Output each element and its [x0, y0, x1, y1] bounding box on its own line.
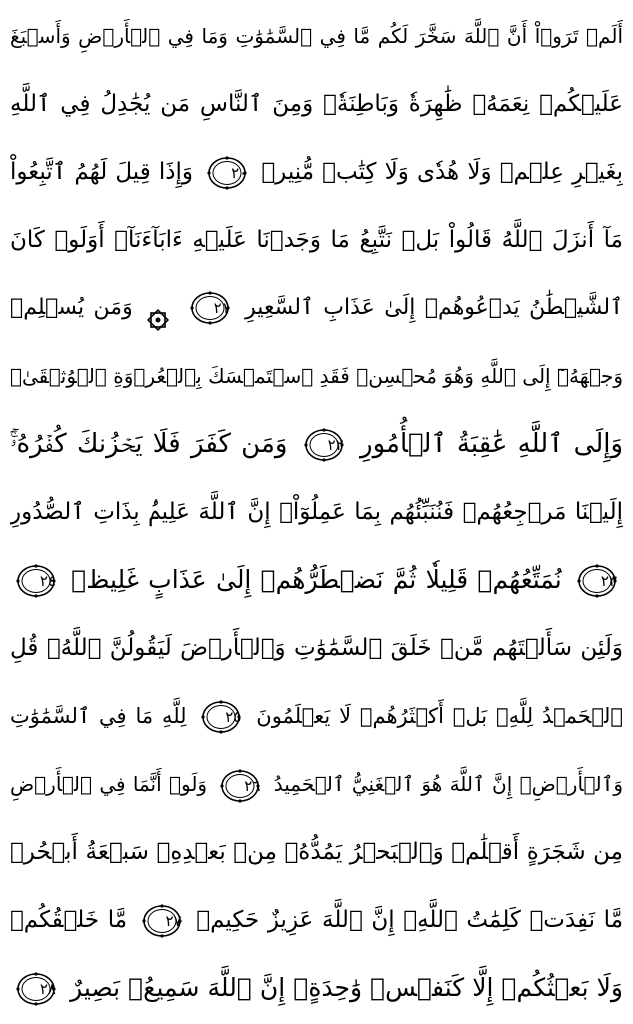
- verse-text: نُمَتِّعُهُمۡ قَلِيلٗا ثُمَّ نَضۡطَرُّهُمۡ إِلَىٰ عَذَابٍ غَلِيظٖ: [71, 565, 562, 594]
- verse-text: مَآ أَنزَلَ ٱللَّهُ قَالُواْ بَلۡ نَتَّبِعُ مَا وَجَدۡنَا عَلَيۡهِ ءَابَآءَنَآۚ أَوَلَوۡ كَانَ: [10, 227, 623, 253]
- text-line: [10, 754, 623, 814]
- verse-text: وَمَن كَفَرَ فَلَا يَحۡزُنكَ كُفۡرُهُۥٓۚ: [10, 429, 288, 459]
- text-line: [10, 686, 623, 746]
- ayah-number: ٢٧: [165, 911, 182, 930]
- verse-text: بِغَيۡرِ عِلۡمٖ وَلَا هُدٗى وَلَا كِتَٰبٖ مُّنِيرٖ: [261, 159, 623, 185]
- text-line: [10, 482, 623, 542]
- text-line: [10, 822, 623, 882]
- ayah-end-marker-icon: [201, 700, 241, 734]
- text-line: [10, 210, 623, 270]
- ayah-number: ٢٥: [225, 708, 242, 726]
- text-line: [10, 142, 623, 202]
- verse-text: لِلَّهِ مَا فِي ٱلسَّمَٰوَٰتِ: [10, 704, 187, 728]
- text-line: [10, 74, 623, 134]
- text-line: [10, 550, 623, 610]
- ayah-number: ٢٨: [39, 980, 56, 998]
- verse-text: مَّا خَلۡقُكُمۡ: [10, 907, 128, 933]
- verse-text: وَلَوۡ أَنَّمَا فِي ٱلۡأَرۡضِ: [10, 772, 208, 796]
- ayah-number: ٢٦: [244, 776, 261, 795]
- verse-text: وَإِذَا قِيلَ لَهُمُ ٱتَّبِعُواْ: [10, 159, 194, 185]
- ayah-number: ٢٢: [327, 435, 344, 454]
- verse-text: ٱلۡحَمۡدُ لِلَّهِۚ بَلۡ أَكۡثَرُهُمۡ لَا يَعۡلَمُونَ: [256, 704, 623, 728]
- verse-text: وَإِلَى ٱللَّهِ عَٰقِبَةُ ٱلۡأُمُورِ: [360, 429, 623, 459]
- ayah-number: ٢٠: [231, 163, 248, 182]
- verse-text: مِن شَجَرَةٍ أَقۡلَٰمٞ وَٱلۡبَحۡرُ يَمُدُّهُۥ مِنۢ بَعۡدِهِۦ سَبۡعَةُ أَبۡحُرٖ: [10, 839, 623, 865]
- verse-text: أَلَمۡ تَرَوۡاْ أَنَّ ٱللَّهَ سَخَّرَ لَكُم مَّا فِي ٱلسَّمَٰوَٰتِ وَمَا فِي ٱلۡأَرۡضِ وَأَسۡبَغَ: [10, 24, 623, 48]
- verse-text: وَلَا بَعۡثُكُمۡ إِلَّا كَنَفۡسٖ وَٰحِدَةٍۚ إِنَّ ٱللَّهَ سَمِيعُۢ بَصِيرٌ: [70, 973, 623, 1002]
- verse-text: عَلَيۡكُمۡ نِعَمَهُۥ ظَٰهِرَةٗ وَبَاطِنَةٗۗ وَمِنَ ٱلنَّاسِ مَن يُجَٰدِلُ فِي ٱللَّهِ: [10, 91, 623, 117]
- text-line: [10, 890, 623, 950]
- ayah-end-marker-icon: [16, 564, 56, 598]
- ayah-end-marker-icon: [142, 904, 182, 938]
- ayah-end-marker-icon: [220, 769, 260, 803]
- rub-el-hizb-icon: [146, 296, 170, 320]
- verse-text: وَٱلۡأَرۡضِۚ إِنَّ ٱللَّهَ هُوَ ٱلۡغَنِيُّ ٱلۡحَمِيدُ: [273, 772, 623, 796]
- ayah-number: ٢١: [213, 299, 230, 317]
- verse-text: إِلَيۡنَا مَرۡجِعُهُمۡ فَنُنَبِّئُهُم بِمَا عَمِلُوٓاْۚ إِنَّ ٱللَّهَ عَلِيمُۢ بِذَاتِ ٱلصُّدُورِ: [10, 499, 623, 525]
- ayah-end-marker-icon: [190, 291, 230, 325]
- text-line: [10, 346, 623, 406]
- text-line: [10, 6, 623, 66]
- ayah-end-marker-icon: [207, 156, 247, 190]
- verse-text: وَمَن يُسۡلِمۡ: [10, 295, 133, 320]
- verse-text: مَّا نَفِدَتۡ كَلِمَٰتُ ٱللَّهِۚ إِنَّ ٱللَّهَ عَزِيزٌ حَكِيمٞ: [196, 907, 623, 933]
- ayah-end-marker-icon: [304, 428, 344, 462]
- text-line: [10, 958, 623, 1018]
- ayah-number: ٢٤: [39, 572, 56, 590]
- ayah-number: ٢٣: [600, 572, 617, 590]
- verse-text: وَجۡهَهُۥٓ إِلَى ٱللَّهِ وَهُوَ مُحۡسِنٞ فَقَدِ ٱسۡتَمۡسَكَ بِٱلۡعُرۡوَةِ ٱلۡوُثۡقَىٰۗ: [10, 364, 623, 388]
- ayah-end-marker-icon: [16, 972, 56, 1006]
- ayah-end-marker-icon: [577, 564, 617, 598]
- verse-text: ٱلشَّيۡطَٰنُ يَدۡعُوهُمۡ إِلَىٰ عَذَابِ ٱلسَّعِيرِ: [245, 295, 623, 320]
- text-line: [10, 278, 623, 338]
- text-line: [10, 618, 623, 678]
- text-line: [10, 414, 623, 474]
- text-lines: [10, 6, 623, 1018]
- verse-text: وَلَئِن سَأَلۡتَهُم مَّنۡ خَلَقَ ٱلسَّمَٰوَٰتِ وَٱلۡأَرۡضَ لَيَقُولُنَّ ٱللَّهُۚ قُلِ: [10, 635, 623, 661]
